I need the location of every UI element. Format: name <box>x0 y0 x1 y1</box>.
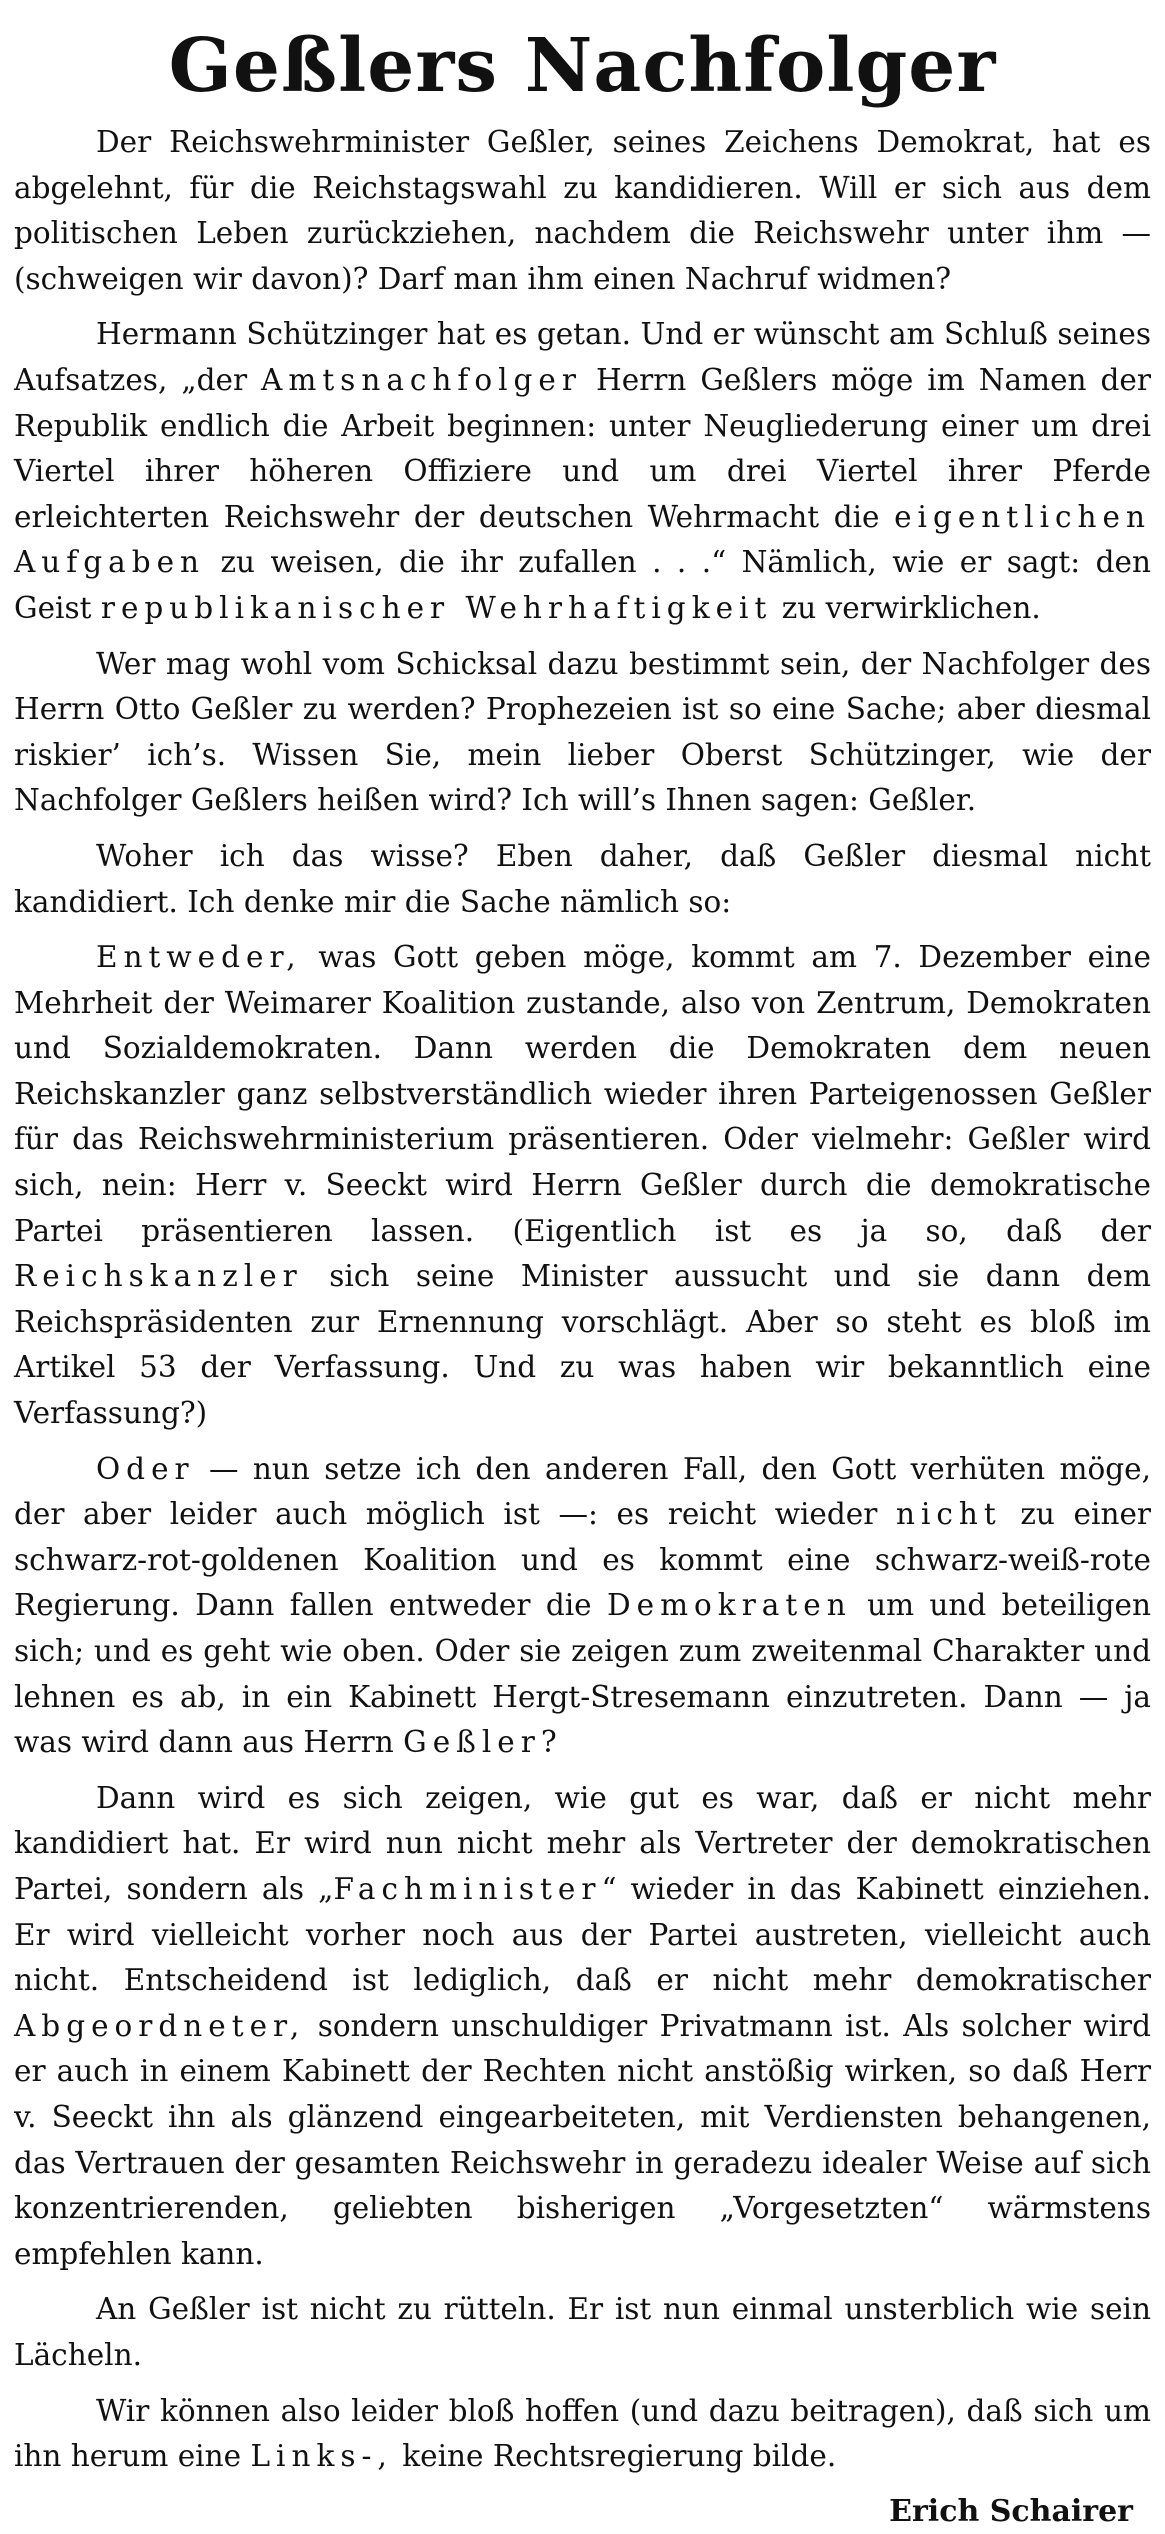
paragraph-6 <box>14 1447 1151 1766</box>
paragraph-9-text-c: keine Rechtsregierung bilde. <box>402 2439 837 2474</box>
paragraph-7 <box>14 1776 1151 2278</box>
spaced-emphasis-eigentlichen-aufgaben: eigentlichen Aufgaben <box>14 499 1151 580</box>
paragraph-5 <box>14 935 1151 1437</box>
spaced-emphasis-oder: Oder <box>96 1451 195 1486</box>
author-signature: Erich Schairer <box>889 2493 1133 2529</box>
paragraph-6-text-b: — nun setze ich den anderen Fall, den Gott verhüten möge, der aber leider auch möglich ist —: es reicht wieder <box>14 1451 1151 1532</box>
paragraph-9-text-a: Wir können also leider bloß hoffen (und dazu beitragen), daß sich um ihn herum eine <box>14 2393 1151 2474</box>
spaced-emphasis-reichskanzler: Reichskanzler <box>14 1259 303 1294</box>
paragraph-7-text-a: Dann wird es sich zeigen, wie gut es war, daß er nicht mehr kandidiert hat. Er wird nun nicht mehr als Vertreter der demokratischen Partei, sondern als „ <box>14 1780 1151 1906</box>
paragraph-7-text-e: sondern unschuldiger Privatmann ist. Als solcher wird er auch in einem Kabinett der Rechten nicht anstößig wirken, so daß Herr v. Seeckt ihn als glänzend eingearbeiteten, mit Verdiensten behangenen, das Vertrauen der gesamten Reichswehr in geradezu idealer Weise auf sich konzentrierenden, geliebten bisherigen „Vorgesetzten“ wärmstens empfehlen kann. <box>14 2008 1151 2271</box>
paragraph-5-text-d: sich seine Minister aussucht und sie dann dem Reichspräsidenten zur Ernennung vorschlägt. Aber so steht es bloß im Artikel 53 der Verfassung. Und zu was haben wir bekanntlich eine Verfassung?) <box>14 1259 1151 1431</box>
article-headline: Geßlers Nachfolger <box>168 23 997 109</box>
spaced-emphasis-demokraten: Demokraten <box>606 1588 852 1623</box>
spaced-emphasis-fachminister: Fachminister <box>333 1871 602 1906</box>
paragraph-9 <box>14 2389 1151 2480</box>
spaced-emphasis-gessler: Geßler? <box>403 1725 563 1760</box>
paragraph-3: Wer mag wohl vom Schicksal dazu bestimmt sein, der Nachfolger des Herrn Otto Geßler zu werden? Prophezeien ist so eine Sache; aber diesmal riskier’ ich’s. Wissen Sie, mein lieber Oberst Schützinger, wie der Nachfolger Geßlers heißen wird? Ich will’s Ihnen sagen: Geßler. <box>14 646 1151 818</box>
paragraph-6-text-f: um und beteiligen sich; und es geht wie oben. Oder sie zeigen zum zweitenmal Charakter und lehnen es ab, in ein Kabinett Hergt-Stresemann einzutreten. Dann — ja was wird dann aus Herrn <box>14 1588 1151 1760</box>
paragraph-2-text-g: zu verwirklichen. <box>781 590 1041 625</box>
article-body <box>14 120 1151 2480</box>
paragraph-2 <box>14 312 1151 631</box>
spaced-emphasis-amtsnachfolger: Amtsnachfolger <box>261 362 582 397</box>
paragraph-2-text-c: Herrn Geßlers möge im Namen der Republik endlich die Arbeit beginnen: unter Neugliederung einer um drei Viertel ihrer höheren Offiziere und um drei Viertel ihrer Pferde erleichterten Reichswehr der deutschen Wehrmacht die <box>14 362 1151 534</box>
paragraph-2-text-a: Hermann Schützinger hat es getan. Und er wünscht am Schluß seines Aufsatzes, „der <box>14 317 1151 397</box>
spaced-emphasis-entweder: Entweder, <box>96 940 302 975</box>
paragraph-6-text-d: zu einer schwarz-rot-goldenen Koalition und es kommt eine schwarz-weiß-rote Regierung. Dann fallen entweder die <box>14 1497 1151 1623</box>
spaced-emphasis-links: Links-, <box>250 2439 393 2474</box>
paragraph-1: Der Reichswehrminister Geßler, seines Zeichens Demokrat, hat es abgelehnt, für die Reichstagswahl zu kandidieren. Will er sich aus dem politischen Leben zurückziehen, nachdem die Reichswehr unter ihm — (schweigen wir davon)? Darf man ihm einen Nachruf widmen? <box>14 125 1151 296</box>
paragraph-2-text-e: zu weisen, die ihr zufallen . . .“ Nämlich, wie er sagt: den Geist <box>14 545 1151 625</box>
paragraph-5-text-b: was Gott geben möge, kommt am 7. Dezember eine Mehrheit der Weimarer Koalition zustande, also von Zentrum, Demokraten und Sozialdemokraten. Dann werden die Demokraten dem neuen Reichskanzler ganz selbstverständlich wieder ihren Parteigenossen Geßler für das Reichswehrministerium präsentieren. Oder vielmehr: Geßler wird sich, nein: Herr v. Seeckt wird Herrn Geßler durch die demokratische Partei präsentieren lassen. (Eigentlich ist es ja so, daß der <box>14 940 1151 1248</box>
paragraph-8: An Geßler ist nicht zu rütteln. Er ist nun einmal unsterblich wie sein Lächeln. <box>14 2292 1151 2372</box>
paragraph-4: Woher ich das wisse? Eben daher, daß Geßler diesmal nicht kandidiert. Ich denke mir die Sache nämlich so: <box>14 838 1151 919</box>
paragraph-7-text-c: “ wieder in das Kabinett einziehen. Er wird vielleicht vorher noch aus der Partei austreten, vielleicht auch nicht. Entscheidend ist lediglich, daß er nicht mehr demokratischer <box>14 1871 1151 1998</box>
spaced-emphasis-nicht: nicht <box>895 1497 1002 1532</box>
spaced-emphasis-abgeordneter: Abgeordneter, <box>14 2008 306 2043</box>
spaced-emphasis-republikanischer-wehrhaftigkeit: republikanischer Wehrhaftigkeit <box>100 590 773 625</box>
